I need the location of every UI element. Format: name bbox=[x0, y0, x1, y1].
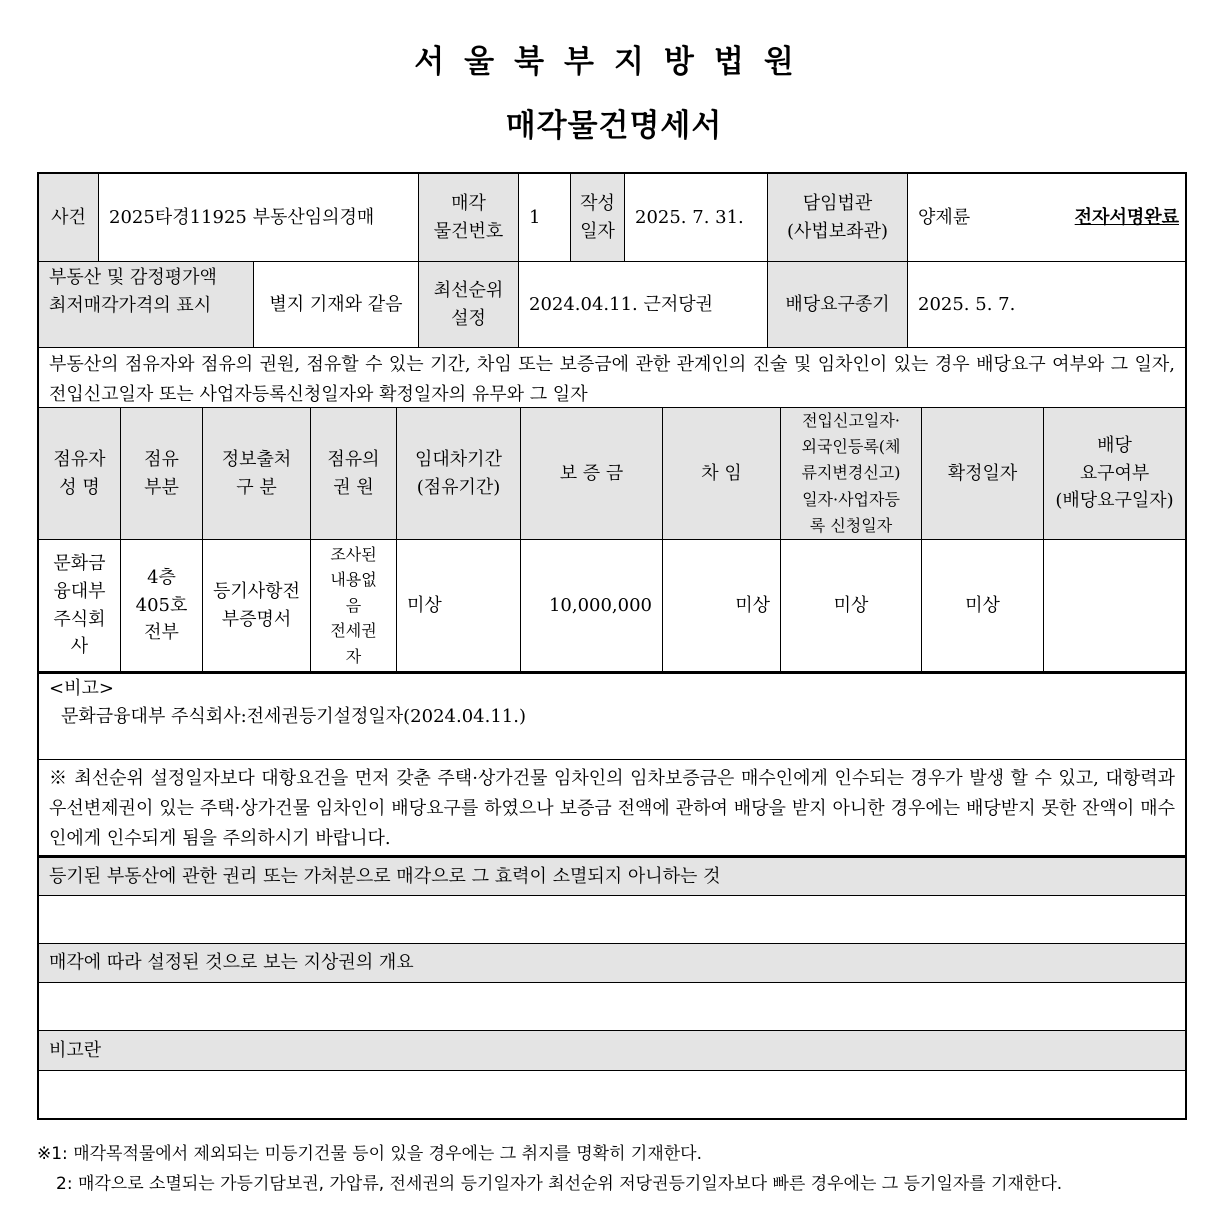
judge-value bbox=[908, 174, 1185, 262]
section-superficies-content bbox=[39, 983, 1185, 1031]
written-date-label: 작성 일자 bbox=[571, 174, 625, 262]
remarks-box bbox=[39, 674, 1185, 760]
col-occupant: 점유자 성 명 bbox=[39, 408, 121, 540]
judge-label: 담임법관 (사법보좌관) bbox=[768, 174, 908, 262]
court-name: 서울북부지방법원 bbox=[414, 44, 814, 80]
remarks-label: <비고> bbox=[49, 678, 114, 699]
col-rent: 차 임 bbox=[663, 408, 781, 540]
tenant-warning: ※ 최선순위 설정일자보다 대항요건을 먼저 갖춘 주택·상가건물 임차인의 임차보증금은 매수인에게 인수되는 경우가 발생 할 수 있고, 대항력과 우선변제권이 있는 주택·상가건물 임차인이 배당요구를 하였으나 보증금 전액에 관하여 배당을 받지 아니한 경우에는 배당받지 못한 잔액이 매수인에게 인수되게 됨을 주의하시기 바랍니다. bbox=[39, 760, 1185, 858]
remarks-text: 문화금융대부 주식회사:전세권등기설정일자(2024.04.11.) bbox=[61, 706, 526, 727]
footnote-2: 2: 매각으로 소멸되는 가등기담보권, 가압류, 전세권의 등기일자가 최선순위 저당권등기일자보다 빠른 경우에는 그 등기일자를 기재한다. bbox=[56, 1174, 1063, 1194]
item-number-value: 1 bbox=[519, 174, 571, 262]
section-superficies-title: 매각에 따라 설정된 것으로 보는 지상권의 개요 bbox=[39, 944, 1185, 983]
section-unextinguished-rights-title: 등기된 부동산에 관한 권리 또는 가처분으로 매각으로 그 효력이 소멸되지 아니하는 것 bbox=[39, 858, 1185, 896]
property-label: 부동산 및 감정평가액 최저매각가격의 표시 bbox=[39, 262, 254, 348]
specification-form bbox=[37, 172, 1187, 1120]
document-title: 매각물건명세서 bbox=[505, 108, 723, 144]
senior-right-value: 2024.04.11. 근저당권 bbox=[519, 262, 768, 348]
judge-name: 양제륜 bbox=[918, 206, 971, 228]
e-signature-stamp: 전자서명완료 bbox=[1074, 206, 1179, 228]
col-dividend-request: 배당 요구여부 (배당요구일자) bbox=[1044, 408, 1185, 540]
section-unextinguished-rights-content bbox=[39, 896, 1185, 944]
section-remarks-title: 비고란 bbox=[39, 1031, 1185, 1071]
dividend-deadline-value: 2025. 5. 7. bbox=[908, 262, 1185, 348]
dividend-deadline-label: 배당요구종기 bbox=[768, 262, 908, 348]
occupancy-notice: 부동산의 점유자와 점유의 권원, 점유할 수 있는 기간, 차임 또는 보증금에 관한 관계인의 진술 및 임차인이 있는 경우 배당요구 여부와 그 일자, 전입신고일자 또는 사업자등록신청일자와 확정일자의 유무와 그 일자 bbox=[39, 348, 1185, 408]
table-row-dividend bbox=[1044, 540, 1185, 674]
footnote-1: ※1: 매각목적물에서 제외되는 미등기건물 등이 있을 경우에는 그 취지를 명확히 기재한다. bbox=[37, 1144, 702, 1164]
col-deposit: 보 증 금 bbox=[521, 408, 663, 540]
property-value: 별지 기재와 같음 bbox=[254, 262, 419, 348]
table-row-rent: 미상 bbox=[663, 540, 781, 674]
col-move-in-date: 전입신고일자· 외국인등록(체 류지변경신고) 일자·사업자등 록 신청일자 bbox=[781, 408, 922, 540]
table-row-deposit: 10,000,000 bbox=[521, 540, 663, 674]
senior-right-label: 최선순위 설정 bbox=[419, 262, 519, 348]
case-number: 2025타경11925 부동산임의경매 bbox=[99, 174, 419, 262]
case-label: 사건 bbox=[39, 174, 99, 262]
table-row-occupant: 문화금 융대부 주식회 사 bbox=[39, 540, 121, 674]
table-row-fixed-date: 미상 bbox=[922, 540, 1044, 674]
table-row-move-in-date: 미상 bbox=[781, 540, 922, 674]
section-remarks-content bbox=[39, 1071, 1185, 1118]
table-row-source: 등기사항전 부증명서 bbox=[203, 540, 311, 674]
col-period: 임대차기간 (점유기간) bbox=[397, 408, 521, 540]
table-row-right: 조사된 내용없 음 전세권 자 bbox=[311, 540, 397, 674]
table-row-period: 미상 bbox=[397, 540, 521, 674]
item-number-label: 매각 물건번호 bbox=[419, 174, 519, 262]
table-row-portion: 4층 405호 전부 bbox=[121, 540, 203, 674]
written-date-value: 2025. 7. 31. bbox=[625, 174, 768, 262]
col-fixed-date: 확정일자 bbox=[922, 408, 1044, 540]
col-portion: 점유 부분 bbox=[121, 408, 203, 540]
col-right: 점유의 권 원 bbox=[311, 408, 397, 540]
col-source: 정보출처 구 분 bbox=[203, 408, 311, 540]
